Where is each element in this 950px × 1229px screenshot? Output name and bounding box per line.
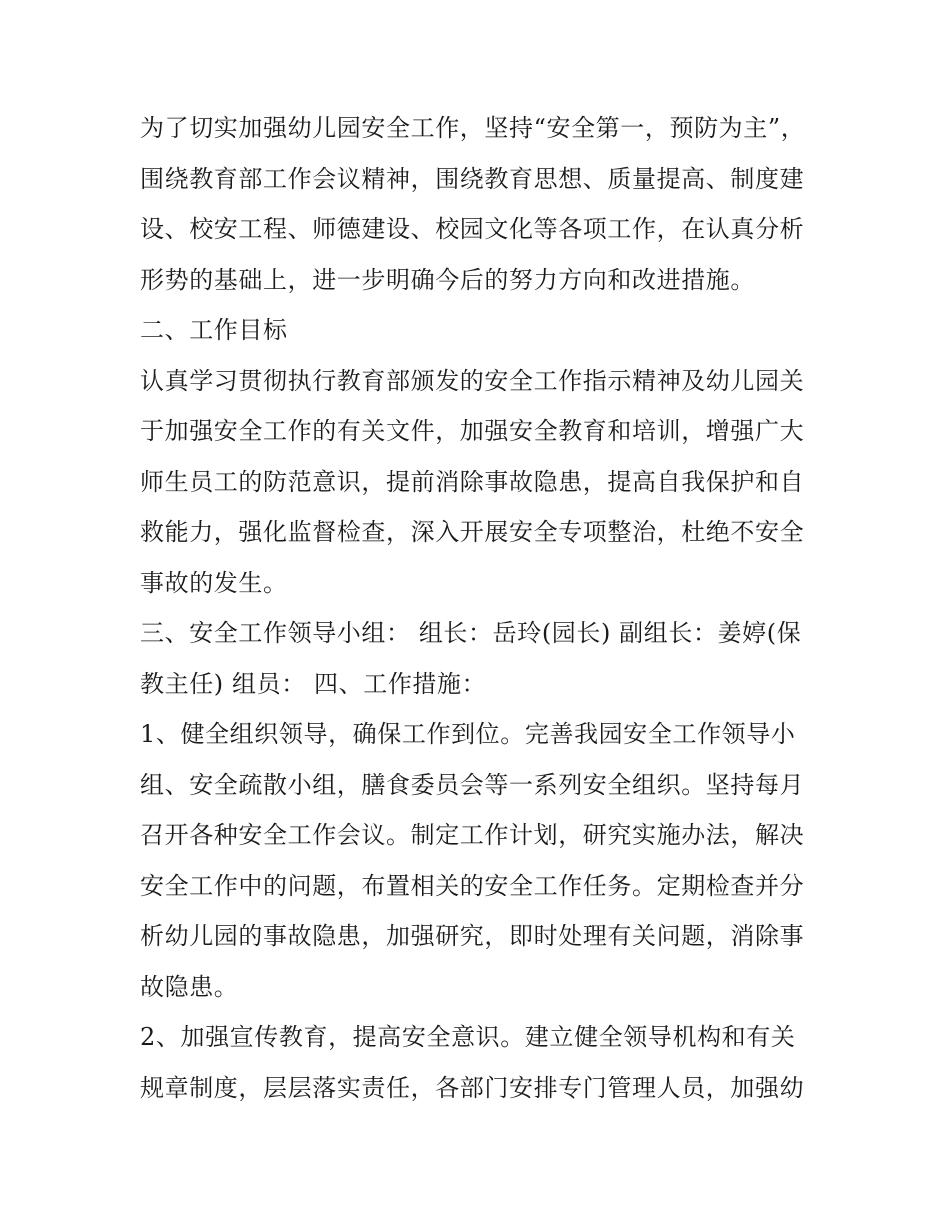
text-line: 为了切实加强幼儿园安全工作，坚持“安全第一，预防为主”， [140, 114, 806, 142]
text-line: 安全工作中的问题，布置相关的安全工作任务。定期检查并分 [140, 871, 805, 900]
text-line: 形势的基础上，进一步明确今后的努力方向和改进措施。 [140, 265, 755, 294]
section-heading: 二、工作目标 [140, 316, 288, 344]
text-line: 召开各种安全工作会议。制定工作计划，研究实施办法，解决 [140, 821, 805, 849]
list-item-start: 2、加强宣传教育，提高安全意识。建立健全领导机构和有关 [140, 1023, 796, 1051]
text-line: 围绕教育部工作会议精神，围绕教育思想、质量提高、制度建 [140, 164, 805, 193]
section-heading: 三、安全工作领导小组： 组长：岳玲(园长) 副组长：姜婷(保 [140, 619, 802, 647]
text-line: 认真学习贯彻执行教育部颁发的安全工作指示精神及幼儿园关 [140, 366, 805, 395]
text-line: 规章制度，层层落实责任，各部门安排专门管理人员，加强幼 [140, 1073, 805, 1102]
text-line: 教主任) 组员： 四、工作措施： [140, 669, 487, 698]
text-line: 于加强安全工作的有关文件，加强安全教育和培训，增强广大 [140, 417, 805, 445]
list-item-start: 1、健全组织领导，确保工作到位。完善我园安全工作领导小 [140, 720, 796, 748]
text-line: 设、校安工程、师德建设、校园文化等各项工作，在认真分析 [140, 215, 805, 243]
document-body [140, 103, 820, 1113]
text-line: 故隐患。 [140, 972, 239, 1001]
text-line: 析幼儿园的事故隐患，加强研究，即时处理有关问题，消除事 [140, 922, 805, 950]
text-line: 组、安全疏散小组，膳食委员会等一系列安全组织。坚持每月 [140, 770, 805, 799]
text-line: 师生员工的防范意识，提前消除事故隐患，提高自我保护和自 [140, 467, 805, 496]
text-line: 救能力，强化监督检查，深入开展安全专项整治，杜绝不安全 [140, 518, 805, 546]
text-line: 事故的发生。 [140, 568, 288, 597]
